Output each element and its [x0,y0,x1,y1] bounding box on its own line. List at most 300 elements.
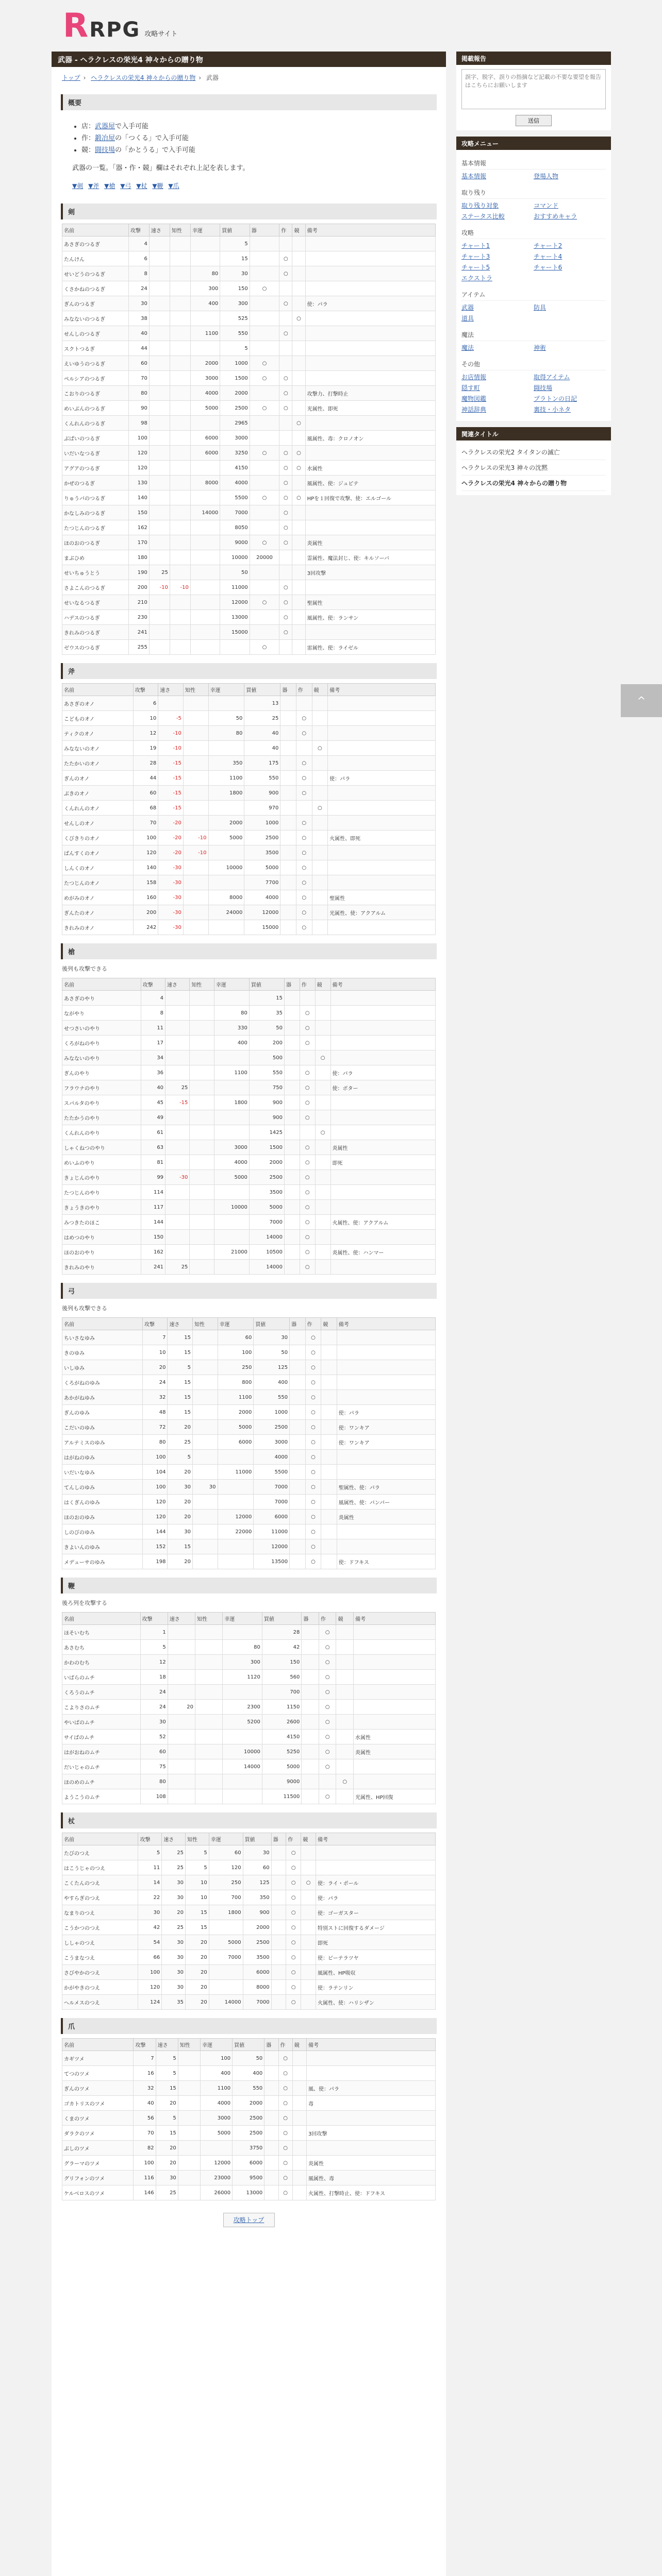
table-cell [328,801,436,816]
table-row [62,550,436,565]
table-cell: 70 [128,371,149,386]
table-cell: みなないのやり [62,1050,141,1065]
menu-link[interactable]: 神術 [534,344,547,351]
table-row [62,1554,436,1569]
table-cell [250,565,279,580]
table-cell: 75 [140,1759,168,1774]
menu-link[interactable]: 防具 [534,304,547,311]
table-cell: 6 [133,696,158,711]
table-cell: 24 [140,1685,168,1700]
table-cell: 15 [186,1920,209,1935]
table-cell [149,610,170,625]
table-cell: 152 [142,1539,168,1554]
menu-link[interactable]: 裏技・小ネタ [534,406,571,413]
table-cell [285,1140,300,1155]
table-cell: 80 [140,1774,168,1789]
table-cell [328,816,436,831]
table-cell: 200 [128,580,149,595]
table-cell: ○ [300,1260,315,1275]
table-cell: フラウナのやり [62,1080,141,1095]
table-cell: ○ [279,535,292,550]
table-cell [264,2066,278,2081]
table-row [62,2066,436,2081]
table-row [62,296,436,311]
table-cell [292,2141,306,2156]
column-header: 速さ [168,1318,193,1330]
guide-top-button[interactable]: 攻略トップ [223,2213,275,2227]
table-cell [301,1965,316,1980]
table-cell: こよりさのムチ [62,1700,141,1715]
column-header: 速さ [168,1613,195,1625]
logo-text: RPG [89,18,141,42]
table-cell: たびのつえ [62,1845,138,1860]
table-cell: 120 [133,845,158,860]
table-cell [214,1125,249,1140]
menu-link[interactable]: 魔物図鑑 [461,395,487,402]
table-row [62,1185,436,1200]
table-cell [166,1200,190,1215]
table-cell: あさぎのやり [62,991,141,1006]
site-logo[interactable] [63,7,178,45]
table-cell: 63 [141,1140,165,1155]
weapon-table [62,1833,436,2010]
logo-subtitle: 攻略サイト [144,30,178,38]
table-cell: 15 [220,251,250,266]
table-cell [264,2081,278,2096]
related-item[interactable]: ヘラクレスの栄光3 神々の沈黙 [461,460,606,476]
table-cell: 5 [186,1860,209,1875]
table-cell [190,595,220,610]
table-cell [321,1330,337,1345]
table-cell: 20 [186,1950,209,1965]
table-cell: 20 [156,2141,178,2156]
table-cell [279,356,292,371]
caret-up-icon: ^ [637,694,646,707]
table-cell [305,580,435,595]
table-cell: 水属性 [305,461,435,476]
table-cell: -30 [158,890,184,905]
table-cell [271,1890,286,1905]
table-cell [280,801,296,816]
table-cell: 30 [162,1875,186,1890]
table-cell [195,1715,223,1730]
menu-link[interactable]: 神話辞典 [461,406,487,413]
table-cell: 5 [156,2051,178,2066]
menu-link[interactable]: ステータス比較 [461,213,505,220]
jump-link[interactable]: ▼槍 [104,182,115,190]
table-cell: あさむち [62,1640,141,1655]
table-cell: 120 [138,1980,162,1995]
table-cell [271,1965,286,1980]
overview-link[interactable]: 武器屋 [95,123,115,130]
table-cell: きれみのオノ [62,920,134,935]
table-cell [170,595,190,610]
jump-link[interactable]: ▼斧 [88,182,100,190]
table-cell: ぎんたのオノ [62,905,134,920]
table-cell: 32 [142,1390,168,1405]
table-cell [183,786,208,801]
table-cell: ○ [300,1006,315,1021]
table-cell [279,416,292,431]
table-row [62,1744,436,1759]
table-cell [312,875,328,890]
table-cell [190,1125,214,1140]
table-cell [209,1920,243,1935]
menu-link[interactable]: 武器 [461,304,474,311]
table-cell: 1120 [223,1670,262,1685]
table-cell: いばらのムチ [62,1670,141,1685]
table-cell: 5200 [223,1715,262,1730]
table-cell [149,296,170,311]
jump-link[interactable]: ▼弓 [120,182,131,190]
column-header: 幸運 [208,684,244,696]
table-cell: ○ [250,371,279,386]
jump-link[interactable]: ▼爪 [168,182,179,190]
column-header: 備考 [328,684,436,696]
table-cell: ○ [300,1170,315,1185]
table-row [62,1480,436,1495]
table-cell [336,1640,354,1655]
menu-link[interactable]: チャート4 [534,253,562,260]
table-cell [290,1375,306,1390]
table-cell [190,991,214,1006]
header [0,0,662,52]
table-cell [170,311,190,326]
menu-link[interactable]: エクストラ [461,275,492,282]
table-cell [183,890,208,905]
menu-link[interactable]: 闘技場 [534,384,553,392]
table-cell: 160 [133,890,158,905]
table-cell [292,476,305,490]
table-cell [192,1539,218,1554]
overview-link[interactable]: 鍛冶屋 [95,134,115,142]
table-cell: 23000 [201,2171,233,2185]
table-cell: 炎属性 [330,1140,436,1155]
column-header: 買値 [233,2039,264,2051]
table-cell: -10 [158,741,184,756]
table-cell [190,1021,214,1036]
table-cell: 5 [140,1640,168,1655]
table-cell: ゴカトリスのツメ [62,2096,134,2111]
breadcrumb-top[interactable]: トップ [62,74,80,81]
table-cell [271,1980,286,1995]
column-header: 作 [279,224,292,236]
table-cell: アルテミスのゆみ [62,1435,143,1450]
table-cell [195,1744,223,1759]
table-cell: 4150 [220,461,250,476]
menu-link[interactable]: 道具 [461,315,474,322]
table-row [62,1495,436,1510]
table-cell: 12000 [201,2156,233,2171]
table-row [62,1360,436,1375]
table-cell: 80 [190,266,220,281]
section-note: 後ろ列を攻撃する [62,1600,107,1606]
table-cell [250,236,279,251]
table-row [62,1405,436,1420]
table-cell: こおりのつるぎ [62,386,129,401]
table-cell: ○ [292,311,305,326]
menu-link[interactable]: プラトンの日記 [534,395,577,402]
table-cell [330,1110,436,1125]
table-cell: グラーマのツメ [62,2156,134,2171]
table-cell: 使：ラテンリン [316,1980,436,1995]
table-cell [280,860,296,875]
table-cell [190,640,220,655]
column-header: 名前 [62,2039,134,2051]
table-cell [290,1539,306,1554]
table-cell [305,505,435,520]
table-cell [183,726,208,741]
table-cell [354,1655,436,1670]
table-cell: 1425 [249,1125,284,1140]
table-cell: 44 [133,771,158,786]
table-cell: 98 [128,416,149,431]
table-cell: くろがねのやり [62,1036,141,1050]
related-item[interactable]: ヘラクレスの栄光2 タイタンの滅亡 [461,445,606,460]
send-button[interactable]: 送信 [516,115,552,126]
table-cell: -10 [149,580,170,595]
overview-link[interactable]: 闘技場 [95,146,115,154]
table-cell [195,1759,223,1774]
table-cell [170,356,190,371]
main-content [52,52,446,2576]
table-cell: 5 [186,1845,209,1860]
table-cell [195,1774,223,1789]
table-cell [149,371,170,386]
table-cell: てつのツメ [62,2066,134,2081]
table-cell [301,1890,316,1905]
table-cell: 20 [142,1360,168,1375]
table-cell [321,1554,337,1569]
jump-link[interactable]: ▼鞭 [152,182,163,190]
table-row [62,341,436,356]
menu-link[interactable]: チャート1 [461,242,490,249]
table-cell [292,535,305,550]
table-cell: 36 [141,1065,165,1080]
table-cell: なまりのつえ [62,1905,138,1920]
menu-link[interactable]: 取得アイテム [534,374,570,381]
menu-link[interactable]: チャート3 [461,253,490,260]
table-cell: 25 [244,711,280,726]
table-cell [170,550,190,565]
table-cell: 30 [168,1524,193,1539]
table-cell [292,550,305,565]
table-cell: 70 [133,816,158,831]
table-cell: ○ [305,1435,321,1450]
table-cell [315,1080,330,1095]
menu-link[interactable]: おすすめキャラ [534,213,577,220]
table-cell: ○ [300,1065,315,1080]
table-row [62,2141,436,2156]
table-cell: 30 [162,1935,186,1950]
table-cell: 5 [220,236,250,251]
table-cell: たたかいのオノ [62,756,134,771]
menu-link[interactable]: チャート6 [534,264,562,271]
table-cell: 4 [141,991,165,1006]
column-header: 知性 [178,2039,200,2051]
table-cell: 火属性、即死 [328,831,436,845]
table-cell [192,1375,218,1390]
table-cell: 5000 [249,1200,284,1215]
table-row [62,446,436,461]
jump-link[interactable]: ▼杖 [136,182,147,190]
table-cell [195,1730,223,1744]
menu-link[interactable]: 取り残り対象 [461,202,499,209]
menu-link[interactable]: お店情報 [461,374,487,381]
table-cell [285,1260,300,1275]
section-heading: 鞭 [61,1578,437,1594]
menu-body [456,150,611,421]
table-cell [190,490,220,505]
table-cell [306,2051,435,2066]
table-cell: 20 [186,1965,209,1980]
table-cell: ○ [286,1875,301,1890]
table-cell: 146 [134,2185,156,2200]
table-cell [166,1185,190,1200]
table-cell: ○ [296,786,312,801]
menu-link[interactable]: 隠す町 [461,384,481,392]
table-cell [178,2066,200,2081]
table-cell: 350 [208,756,244,771]
table-cell: 700 [262,1685,302,1700]
table-cell [337,1390,435,1405]
table-cell: 4000 [220,476,250,490]
breadcrumb-game[interactable]: ヘラクレスの栄光4 神々からの贈り物 [91,74,196,81]
table-row [62,860,436,875]
table-cell [279,311,292,326]
table-cell [292,2185,306,2200]
table-cell: 150 [262,1655,302,1670]
table-cell: てんしのゆみ [62,1480,143,1495]
table-cell [290,1495,306,1510]
table-cell [306,2066,435,2081]
table-cell: 12 [140,1655,168,1670]
table-cell [292,610,305,625]
table-cell: 15 [168,1375,193,1390]
column-header: 攻撃 [138,1833,162,1845]
table-cell [292,431,305,446]
table-row [62,1390,436,1405]
table-cell [328,845,436,860]
table-cell: 5 [220,341,250,356]
table-cell: 2300 [223,1700,262,1715]
table-cell: 光属性、即死 [305,401,435,416]
table-row [62,1155,436,1170]
table-cell: ○ [279,461,292,476]
report-textarea[interactable] [461,69,606,109]
table-cell: 30 [162,1950,186,1965]
table-cell: 970 [244,801,280,816]
table-cell: 34 [141,1050,165,1065]
table-cell: ヘルメスのつえ [62,1995,138,2010]
table-cell: 120 [209,1860,243,1875]
menu-link[interactable]: コマンド [534,202,559,209]
table-cell: 140 [128,490,149,505]
table-cell [183,875,208,890]
table-cell [192,1450,218,1465]
table-cell: ○ [250,490,279,505]
table-cell: 12 [133,726,158,741]
table-cell: ケルベロスのツメ [62,2185,134,2200]
table-cell [312,756,328,771]
table-cell [321,1435,337,1450]
table-cell [290,1450,306,1465]
table-cell [321,1495,337,1510]
table-row [62,1875,436,1890]
table-cell [250,476,279,490]
table-cell [328,875,436,890]
table-cell: 5 [156,2066,178,2081]
table-cell [306,2141,435,2156]
table-cell: 6000 [233,2156,264,2171]
table-cell [292,2126,306,2141]
table-cell [285,1170,300,1185]
table-row [62,1170,436,1185]
table-cell [316,1860,436,1875]
table-cell: 180 [128,550,149,565]
table-cell [354,1700,436,1715]
table-cell [285,1185,300,1200]
related-item[interactable]: ヘラクレスの栄光4 神々からの贈り物 [461,476,606,491]
table-row [62,326,436,341]
menu-link[interactable]: 魔法 [461,344,474,351]
menu-link[interactable]: チャート2 [534,242,562,249]
table-cell [149,431,170,446]
table-cell: ○ [278,2171,292,2185]
menu-link[interactable]: 基本情報 [461,173,487,180]
table-cell [328,696,436,711]
table-cell: 6000 [190,446,220,461]
table-cell: 8 [128,266,149,281]
column-header: 攻撃 [134,2039,156,2051]
table-cell: ペルシアのつるぎ [62,371,129,386]
table-cell: ○ [305,1330,321,1345]
table-cell: 120 [128,461,149,476]
table-cell [214,1080,249,1095]
column-header: 幸運 [190,224,220,236]
table-row [62,1110,436,1125]
table-row [62,1950,436,1965]
table-cell [321,1480,337,1495]
table-row [62,2171,436,2185]
table-cell: ○ [336,1774,354,1789]
table-cell: 120 [142,1510,168,1524]
menu-link[interactable]: 登場人物 [534,173,559,180]
jump-link[interactable]: ▼剣 [72,182,84,190]
column-header: 競 [312,684,328,696]
table-cell [285,1125,300,1140]
column-header: 速さ [149,224,170,236]
table-cell [301,1845,316,1860]
table-cell: ほのおのゆみ [62,1510,143,1524]
table-cell [195,1789,223,1804]
table-cell: 光属性、HP回復 [354,1789,436,1804]
table-cell: 21000 [214,1245,249,1260]
table-cell [306,2111,435,2126]
menu-link[interactable]: チャート5 [461,264,490,271]
table-cell: 24 [142,1375,168,1390]
column-header: 速さ [158,684,184,696]
table-cell [223,1685,262,1700]
table-cell: 35 [249,1006,284,1021]
table-cell: -30 [166,1170,190,1185]
table-cell [158,696,184,711]
table-cell: ほのめのムチ [62,1774,141,1789]
table-cell: 使：パラ [316,1890,436,1905]
scroll-top-button[interactable] [621,684,662,717]
table-cell: 12000 [254,1539,290,1554]
table-cell: 40 [134,2096,156,2111]
